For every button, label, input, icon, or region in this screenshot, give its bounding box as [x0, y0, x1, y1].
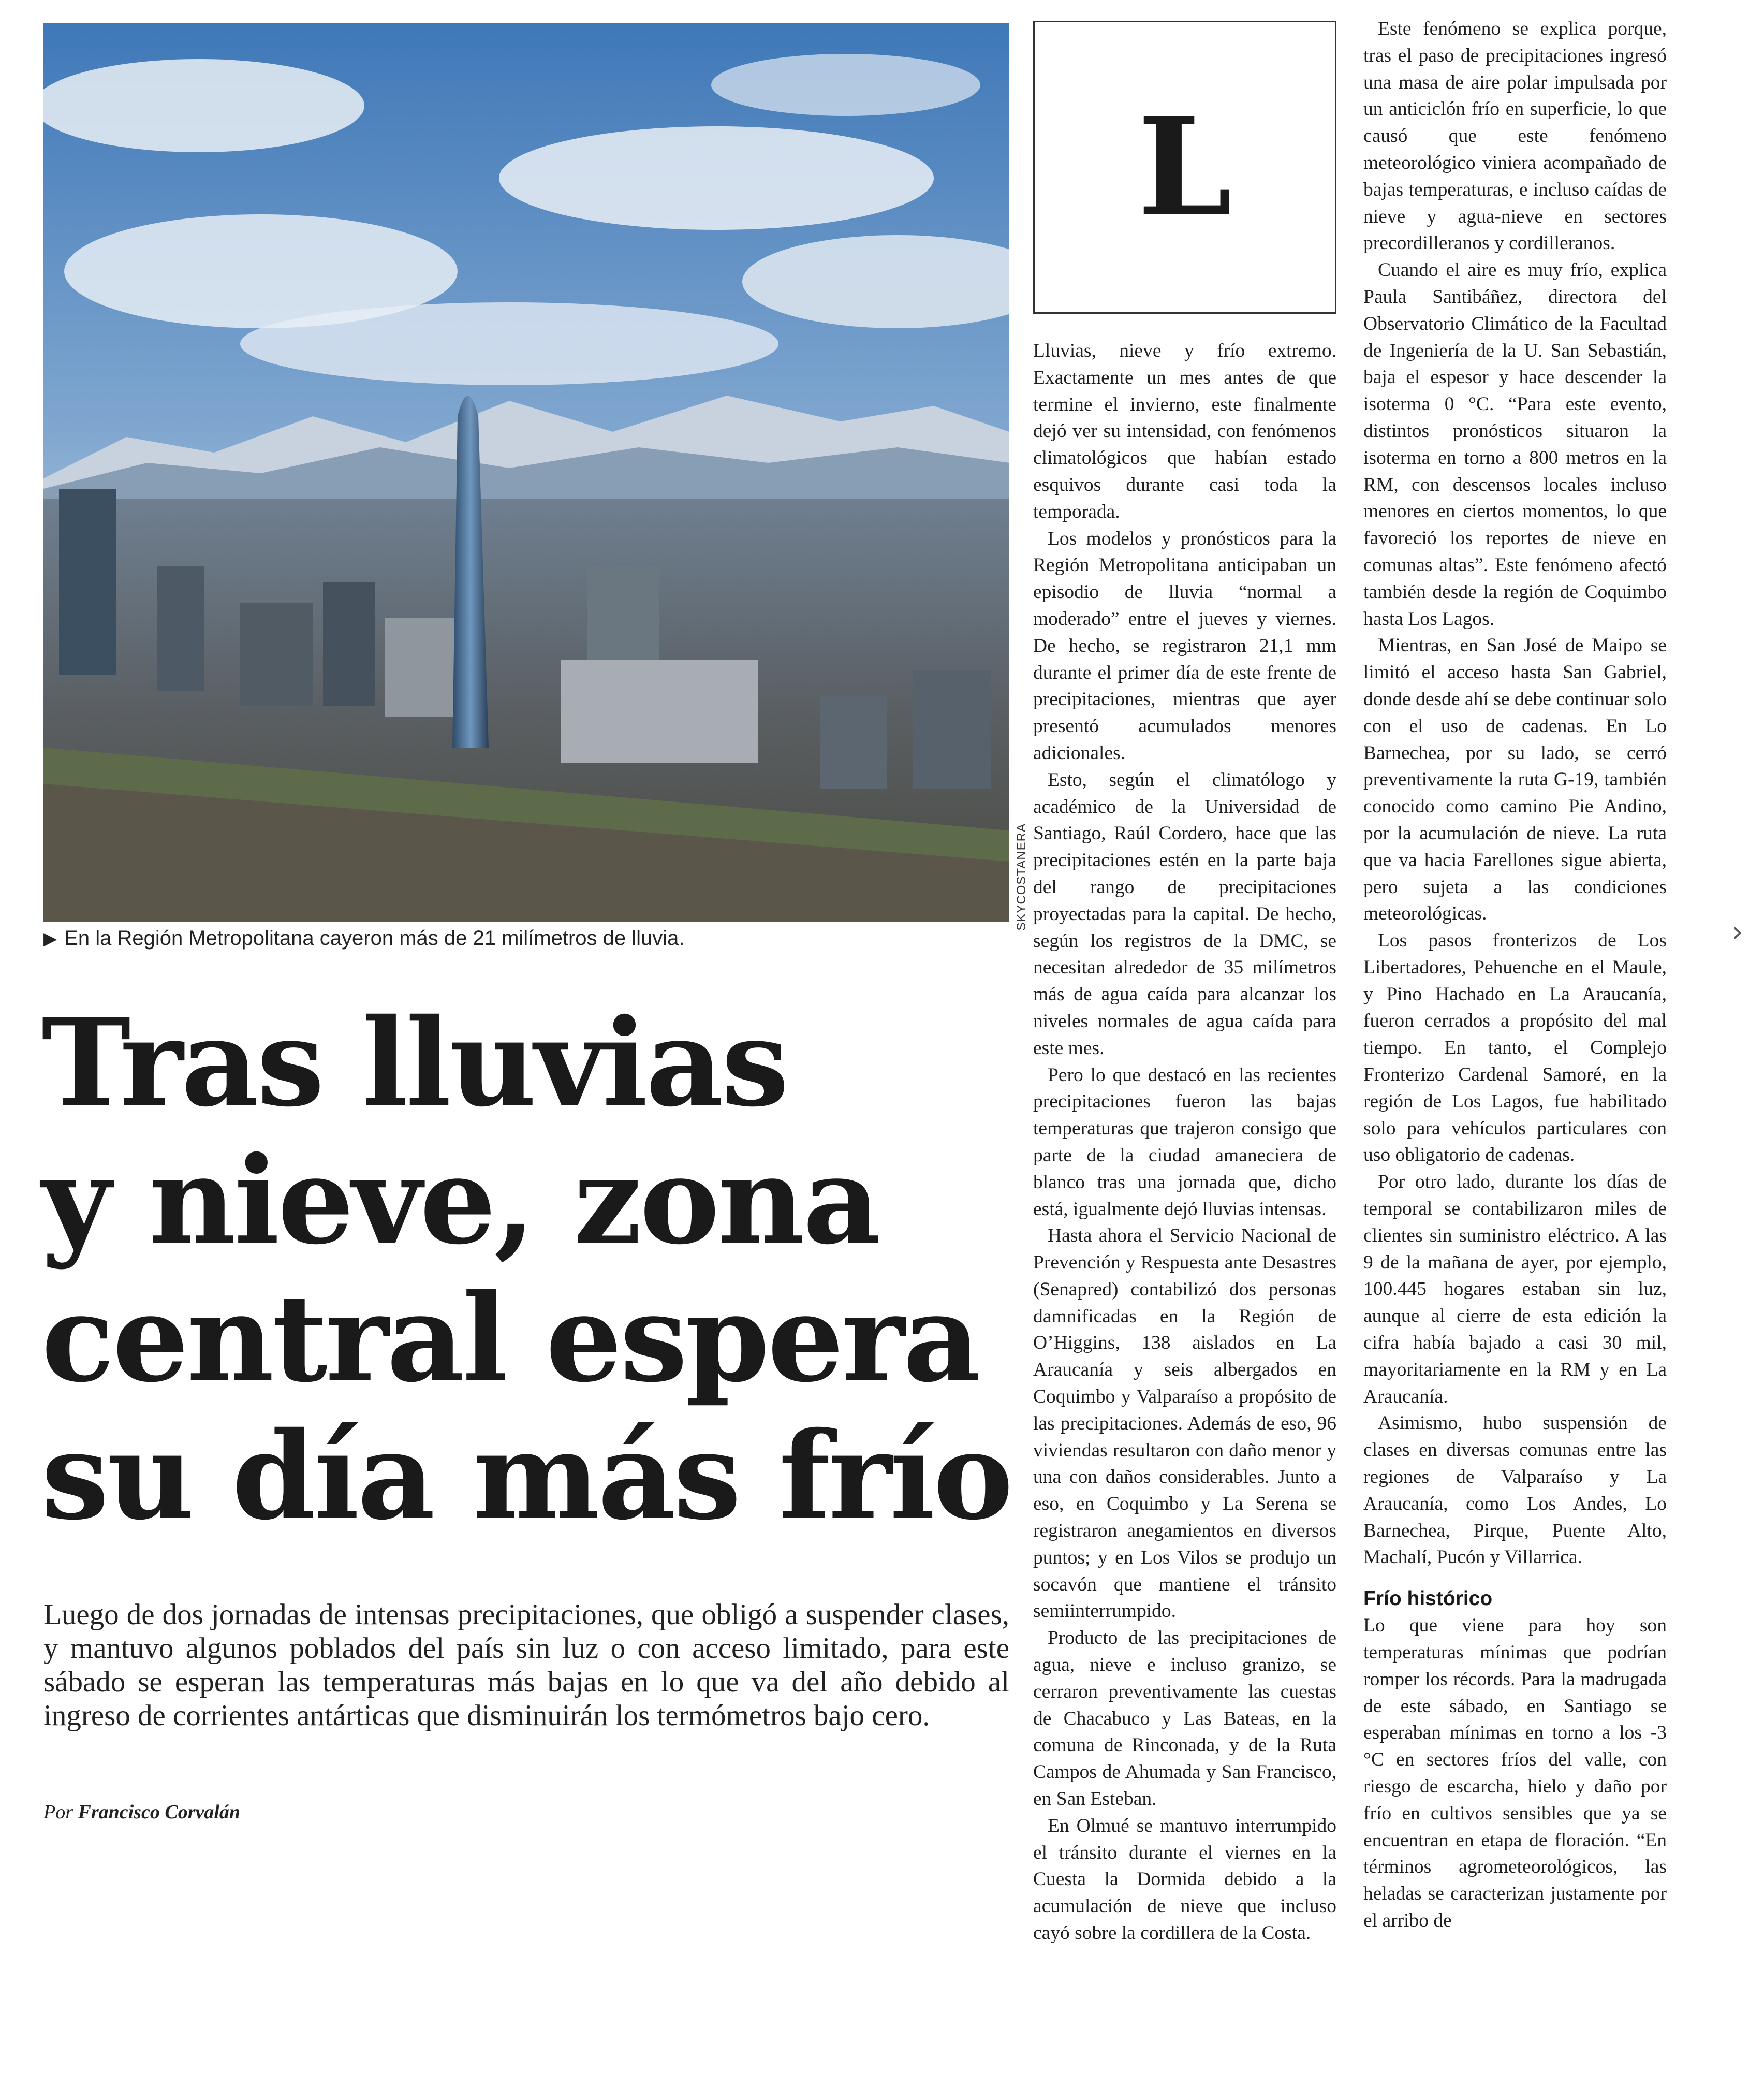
paragraph: Cuando el aire es muy frío, explica Paula Santibáñez, directora del Observatorio Climático de la Facultad de Ingeniería de la U. San Sebastián, baja el espesor y hace descender la isoterma 0 °C. “Para este evento, distintos pronósticos situaron la isoterma en torno a 800 metros en la RM, con descensos locales incluso menores en ciertos momentos, lo que favoreció los reportes de nieve en comunas altas”. Este fenómeno afectó también desde la región de Coquimbo hasta Los Lagos.: [1363, 259, 1667, 630]
article-photo: [43, 23, 1009, 922]
headline-line: y nieve, zona: [41, 1130, 879, 1271]
byline-prefix: Por: [43, 1801, 73, 1823]
paragraph: Los pasos fronterizos de Los Libertadores, Pehuenche en el Maule, y Pino Hachado en La Araucanía, fueron cerrados a propósito del mal tiempo. En tanto, el Complejo Fronterizo Cardenal Samoré, en la región de Los Lagos, fue habilitado solo para vehículos particulares con uso obligatorio de cadenas.: [1363, 930, 1667, 1166]
city-skyline-photo: [43, 23, 1009, 922]
paragraph: Producto de las precipitaciones de agua, nieve e incluso granizo, se cerraron preventivamente las cuestas de Chacabuco y Las Bateas, en la comuna de Rinconada, y de la Ruta Campos de Ahumada y San Francisco, en San Esteban.: [1033, 1627, 1336, 1810]
drop-cap-box: [1033, 21, 1336, 314]
caption-text: En la Región Metropolitana cayeron más de 21 milímetros de lluvia.: [64, 927, 685, 950]
chevron-right-icon[interactable]: ›: [1732, 915, 1743, 948]
paragraph: Esto, según el climatólogo y académico de la Universidad de Santiago, Raúl Cordero, hace que las precipitaciones estén en la parte baja del rango de precipitaciones proyectadas para la capital. De hecho, según los registros de la DMC, se necesitan alrededor de 35 milímetros más de agua caída para alcanzar los niveles normales de agua caída para este mes.: [1033, 769, 1336, 1059]
paragraph: Mientras, en San José de Maipo se limitó el acceso hasta San Gabriel, donde desde ahí se debe continuar solo con el uso de cadenas. En Lo Barnechea, por su lado, se cerró preventivamente la ruta G-19, también conocido como camino Pie Andino, por la acumulación de nieve. La ruta que va hacia Farellones sigue abierta, pero sujeta a las condiciones meteorológicas.: [1363, 635, 1667, 925]
headline-line: su día más frío: [41, 1405, 1011, 1547]
paragraph: Este fenómeno se explica porque, tras el paso de precipitaciones ingresó una masa de aire polar impulsada por un anticiclón frío en superficie, lo que causó que este fenómeno meteorológico viniera acompañado de bajas temperaturas, e incluso caídas de nieve y agua-nieve en sectores precordilleranos y cordilleranos.: [1363, 18, 1667, 254]
paragraph: Pero lo que destacó en las recientes precipitaciones fueron las bajas temperaturas que trajeron consigo que parte de la ciudad amaneciera de blanco tras una jornada que, dicho está, igualmente dejó lluvias intensas.: [1033, 1064, 1336, 1220]
headline-line: central espera: [41, 1267, 979, 1409]
byline: [43, 1801, 240, 1824]
caption-triangle-icon: ▶: [43, 928, 57, 949]
drop-cap: L: [1137, 88, 1232, 246]
paragraph: Por otro lado, durante los días de temporal se contabilizaron miles de clientes sin suministro eléctrico. A las 9 de la mañana de ayer, por ejemplo, 100.445 hogares estaban sin luz, aunque al cierre de esta edición la cifra había bajado a casi 30 mil, mayoritariamente en la RM y en La Araucanía.: [1363, 1171, 1667, 1407]
paragraph: Los modelos y pronósticos para la Región Metropolitana anticipaban un episodio de lluvia “normal a moderado” entre el jueves y viernes. De hecho, se registraron 21,1 mm durante el primer día de este frente de precipitaciones, mientras que ayer presentó acumulados menores adicionales.: [1033, 528, 1336, 764]
article-column-3: [1363, 16, 1667, 1934]
paragraph: Asimismo, hubo suspensión de clases en diversas comunas entre las regiones de Valparaíso y La Araucanía, como Los Andes, Lo Barnechea, Pirque, Puente Alto, Machalí, Pucón y Villarrica.: [1363, 1412, 1667, 1568]
headline: [41, 994, 1015, 1545]
photo-credit: SKYCOSTANERA: [1015, 823, 1028, 931]
lede: Luego de dos jornadas de intensas precipitaciones, que obligó a suspender clases, y mantuvo algunos poblados del país sin luz o con acceso limitado, para este sábado se esperan las temperaturas más bajas en lo que va del año debido al ingreso de corrientes antárticas que disminuirán los termómetros bajo cero.: [43, 1598, 1009, 1732]
byline-author: Francisco Corvalán: [78, 1801, 241, 1823]
paragraph: Lo que viene para hoy son temperaturas mínimas que podrían romper los récords. Para la madrugada de este sábado, en Santiago se esperaban mínimas en torno a los -3 °C en sectores fríos del valle, con riesgo de escarcha, hielo y daño por frío en cultivos sensibles que ya se encuentran en etapa de floración. “En términos agrometeorológicos, las heladas se caracterizan justamente por el arribo de: [1363, 1615, 1667, 1931]
paragraph: En Olmué se mantuvo interrumpido el tránsito durante el viernes en la Cuesta la Dormida debido a la acumulación de nieve que incluso cayó sobre la cordillera de la Costa.: [1033, 1815, 1336, 1944]
headline-line: Tras lluvias: [41, 992, 787, 1133]
photo-caption: [43, 927, 1009, 950]
paragraph: Hasta ahora el Servicio Nacional de Prevención y Respuesta ante Desastres (Senapred) contabilizó dos personas damnificadas en la Región de O’Higgins, 138 aislados en La Araucanía y seis albergados en Coquimbo y Valparaíso a propósito de las precipitaciones. Además de eso, 96 viviendas resultaron con daño menor y una con daños considerables. Junto a eso, en Coquimbo y La Serena se registraron anegamientos en diversos puntos; y en Los Vilos se produjo un socavón que mantiene el tránsito semiinterrumpido.: [1033, 1225, 1336, 1622]
subhead: Frío histórico: [1363, 1587, 1493, 1610]
article-column-2: [1033, 338, 1336, 1947]
paragraph: Lluvias, nieve y frío extremo. Exactamente un mes antes de que termine el invierno, este finalmente dejó ver su intensidad, con fenómenos climatológicos que habían estado esquivos durante casi toda la temporada.: [1033, 340, 1336, 522]
